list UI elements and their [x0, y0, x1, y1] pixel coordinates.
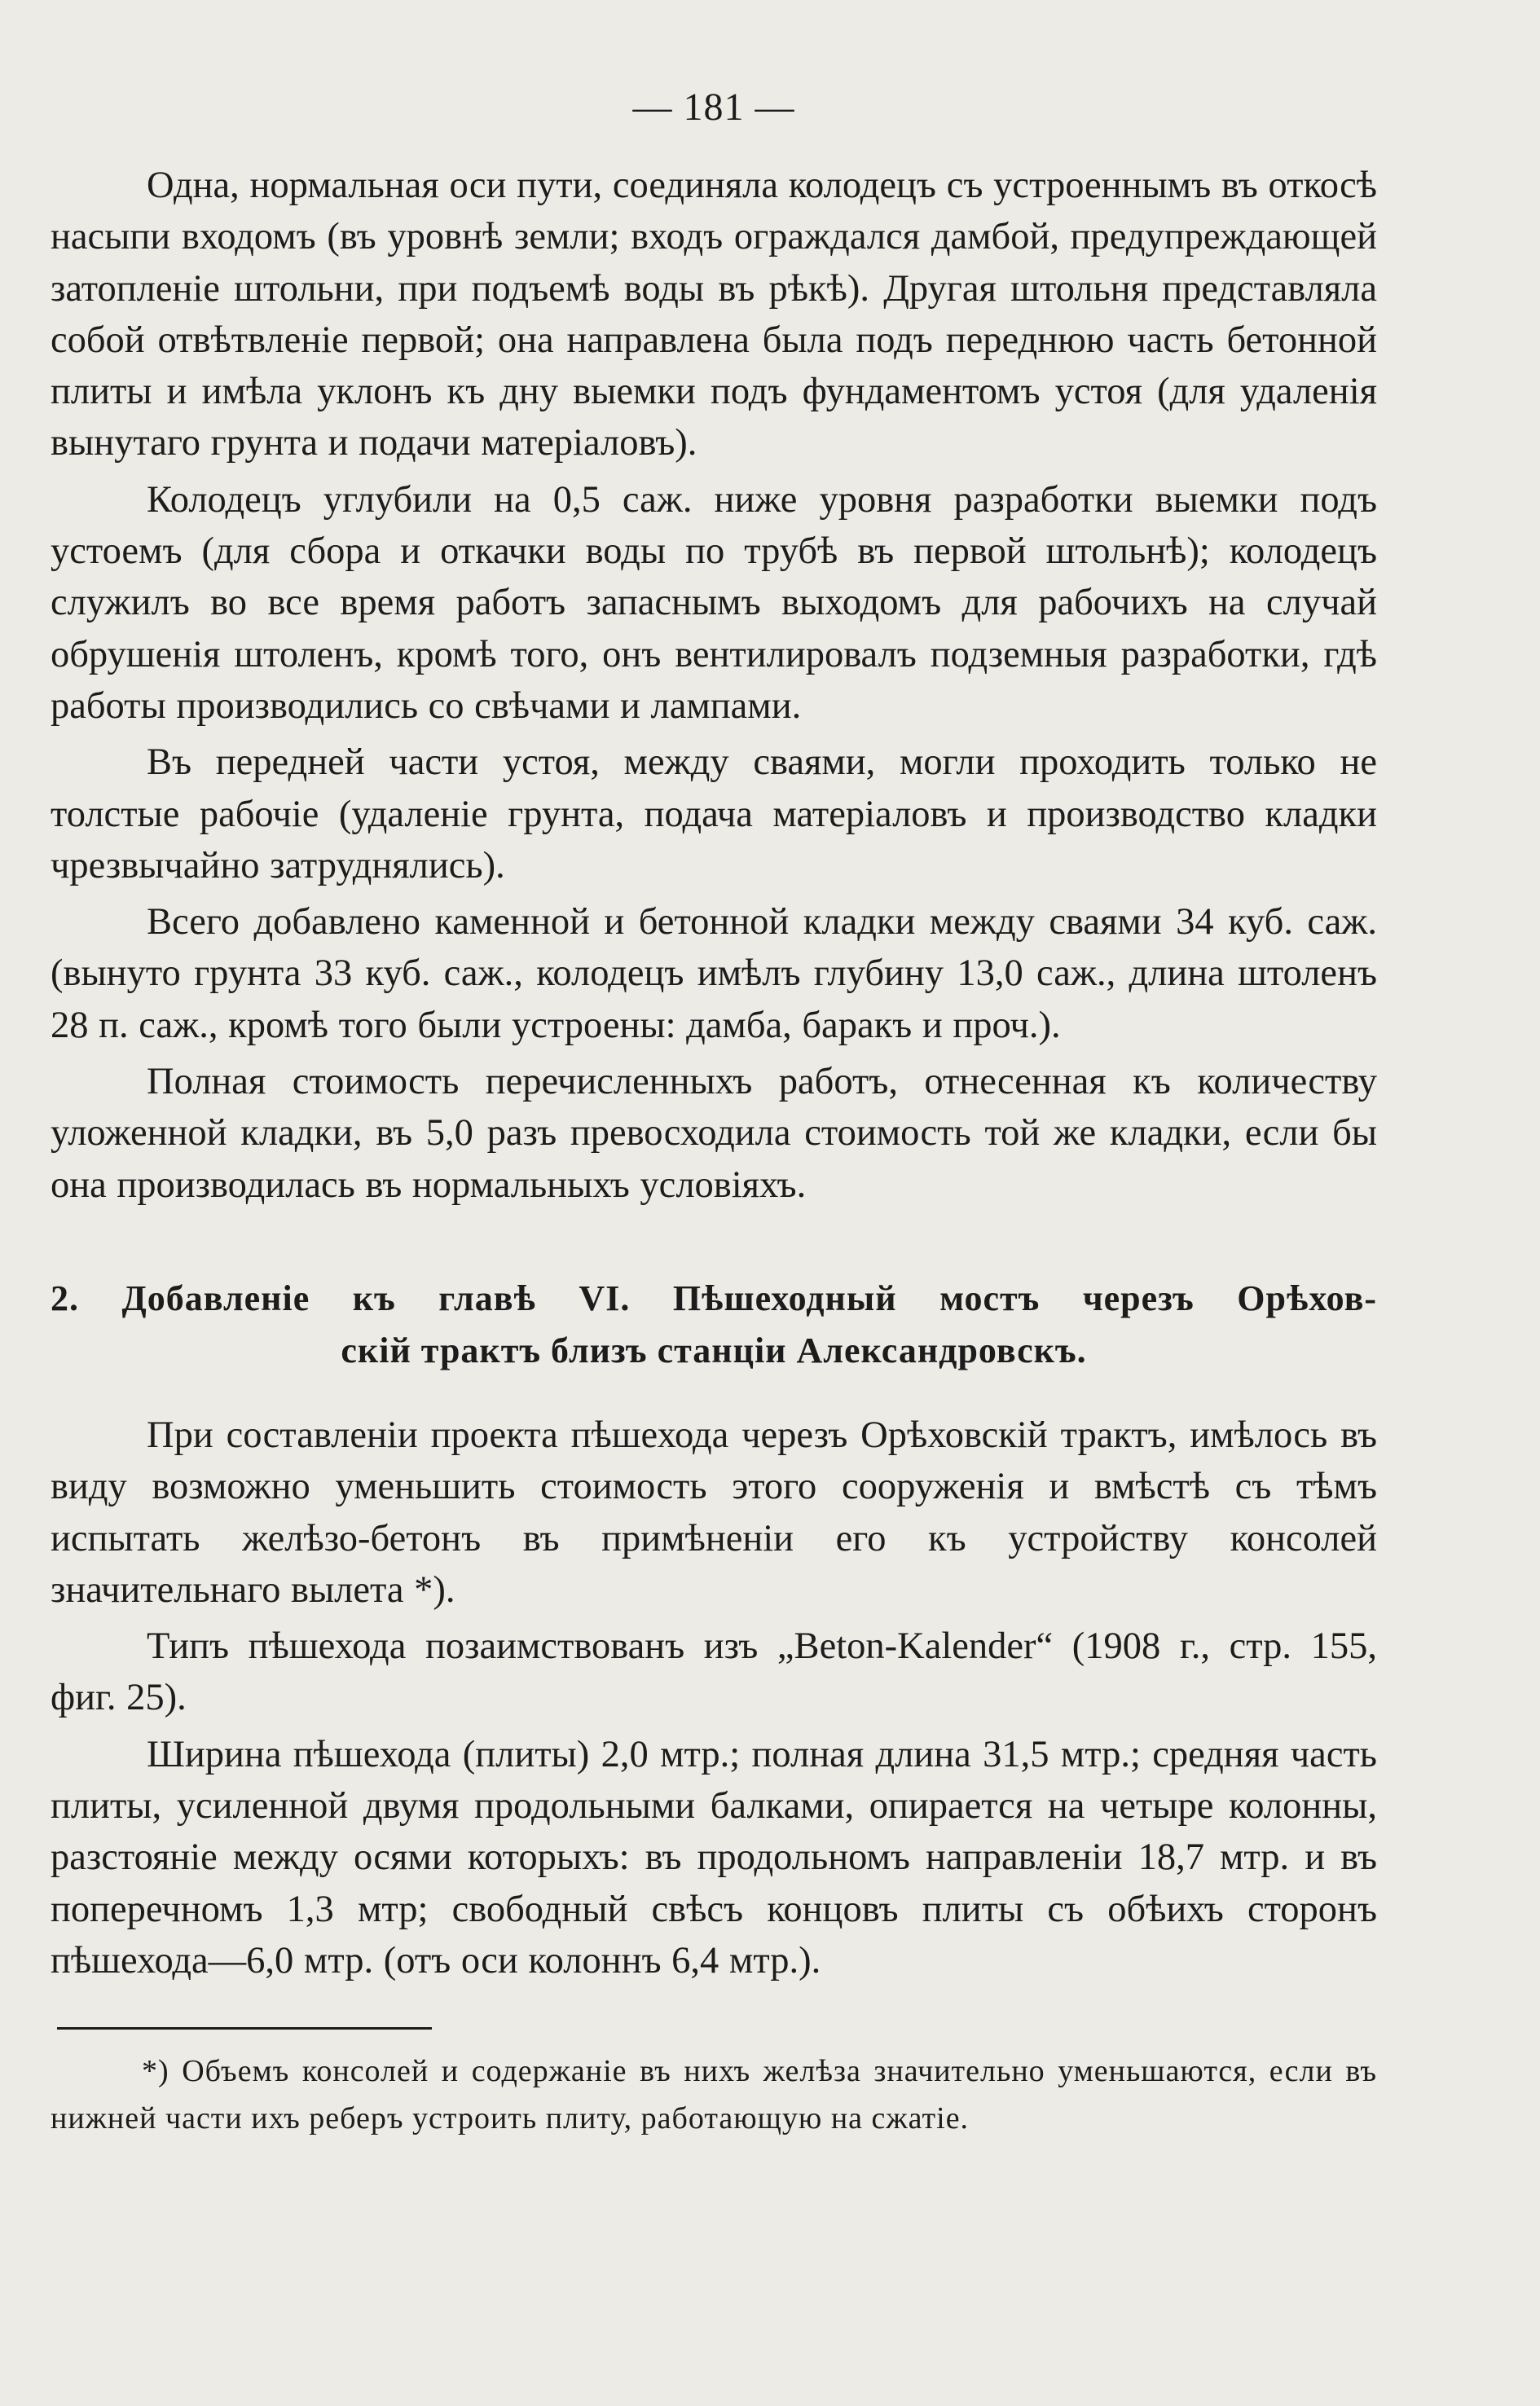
section-heading [51, 1273, 1377, 1377]
paragraph: Колодецъ углубили на 0,5 саж. ниже уровня разработки выемки подъ устоемъ (для сбора и откачки воды по трубѣ въ первой штольнѣ); колодецъ служилъ во все время работъ запаснымъ выходомъ для рабочихъ на случай обрушенія штоленъ, кромѣ того, онъ вентилировалъ подземныя разработки, гдѣ работы производились со свѣчами и лампами. [51, 478, 1377, 727]
paragraph: Одна, нормальная оси пути, соединяла колодецъ съ устроеннымъ въ откосѣ насыпи входомъ (въ уровнѣ земли; входъ ограждался дамбой, предупреждающей затопленіе штольни, при подъемѣ воды въ рѣкѣ). Другая штольня представляла собой отвѣтвленіе первой; она направлена была подъ переднюю часть бетонной плиты и имѣла уклонъ къ дну выемки подъ фундаментомъ устоя (для удаленія вынутаго грунта и подачи матеріаловъ). [51, 165, 1377, 464]
footnote: *) Объемъ консолей и содержаніе въ нихъ желѣза значительно уменьшаются, если въ нижней части ихъ реберъ устроить плиту, работающую на сжатіе. [51, 2054, 1377, 2136]
section-heading-line-1: 2. Добавленіе къ главѣ VI. Пѣшеходный мостъ черезъ Орѣхов- [51, 1278, 1377, 1318]
paragraph: Ширина пѣшехода (плиты) 2,0 мтр.; полная длина 31,5 мтр.; средняя часть плиты, усиленной двумя продольными балками, опирается на четыре колонны, разстояніе между осями которыхъ: въ продольномъ направленіи 18,7 мтр. и въ поперечномъ 1,3 мтр; свободный свѣсъ концовъ плиты съ обѣихъ сторонъ пѣшехода—6,0 мтр. (отъ оси колоннъ 6,4 мтр.). [51, 1733, 1377, 1982]
page-number: — 181 — [632, 86, 795, 129]
paragraph: При составленіи проекта пѣшехода черезъ Орѣховскій трактъ, имѣлось въ виду возможно уменьшить стоимость этого сооруженія и вмѣстѣ съ тѣмъ испытать желѣзо-бетонъ въ примѣненіи его къ устройству консолей значительнаго вылета *). [51, 1414, 1377, 1611]
section-heading-line-2: скій трактъ близъ станціи Александровскъ. [341, 1330, 1087, 1370]
paragraph: Всего добавлено каменной и бетонной кладки между сваями 34 куб. саж. (вынуто грунта 33 куб. саж., колодецъ имѣлъ глубину 13,0 саж., длина штоленъ 28 п. саж., кромѣ того были устроены: дамба, баракъ и проч.). [51, 901, 1377, 1046]
paragraph: Типъ пѣшехода позаимствованъ изъ „Beton-Kalender“ (1908 г., стр. 155, фиг. 25). [51, 1625, 1377, 1719]
paragraph: Въ передней части устоя, между сваями, могли проходить только не толстые рабочіе (удаленіе грунта, подача матеріаловъ и производство кладки чрезвычайно затруднялись). [51, 741, 1377, 886]
paragraph: Полная стоимость перечисленныхъ работъ, отнесенная къ количеству уложенной кладки, въ 5,0 разъ превосходила стоимость той же кладки, если бы она производилась въ нормальныхъ условіяхъ. [51, 1061, 1377, 1206]
footnote-divider [57, 2027, 432, 2030]
